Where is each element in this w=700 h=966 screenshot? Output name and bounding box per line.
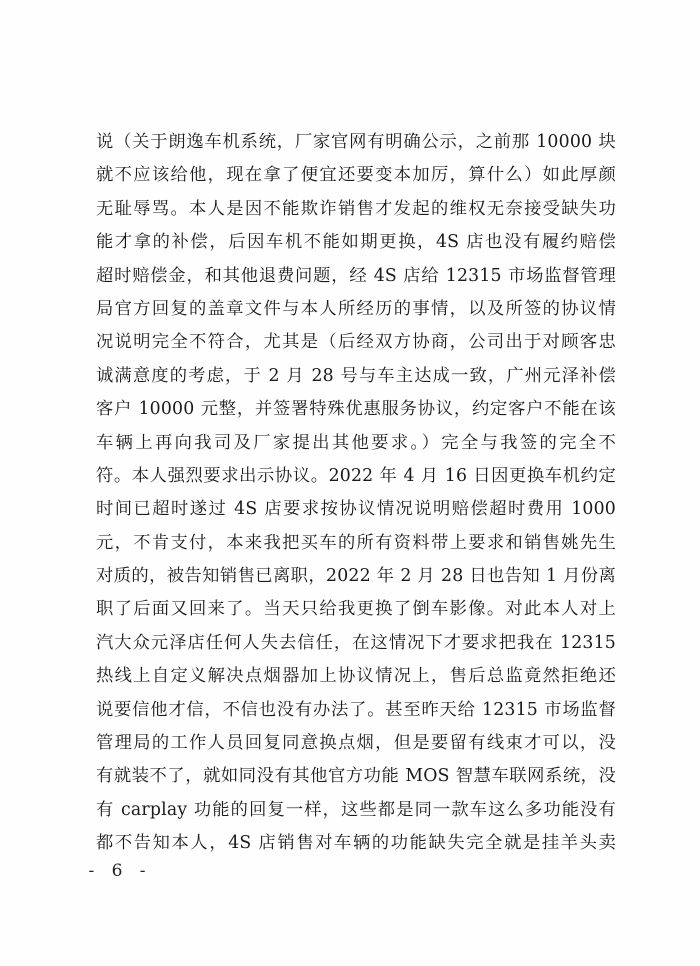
text-line-11: 符。本人强烈要求出示协议。2022 年 4 月 16 日因更换车机约定 — [96, 465, 616, 486]
text-line-16: 汽大众元泽店任何人失去信任，在这情况下才要求把我在 12315 — [96, 632, 616, 653]
text-line-12: 时间已超时遂过 4S 店要求按协议情况说明赔偿超时费用 1000 — [96, 499, 616, 520]
text-line-9: 客户 10000 元整，并签署特殊优惠服务协议，约定客户不能在该 — [96, 399, 616, 420]
body-paragraph — [96, 126, 616, 861]
text-line-8: 诚满意度的考虑，于 2 月 28 号与车主达成一致，广州元泽补偿 — [96, 365, 616, 386]
text-line-7: 况说明完全不符合，尤其是（后经双方协商，公司出于对顾客忠 — [96, 332, 616, 353]
text-line-18: 说要信他才信，不信也没有办法了。甚至昨天给 12315 市场监督 — [96, 699, 616, 720]
text-line-19: 管理局的工作人员回复同意换点烟，但是要留有线束才可以，没 — [96, 733, 616, 754]
text-line-14: 对质的，被告知销售已离职，2022 年 2 月 28 日也告知 1 月份离 — [96, 566, 616, 587]
text-line-20: 有就装不了，就如同没有其他官方功能 MOS 智慧车联网系统，没 — [96, 766, 616, 787]
text-line-2: 就不应该给他，现在拿了便宜还要变本加厉，算什么）如此厚颜 — [96, 165, 616, 186]
text-line-17: 热线上自定义解决点烟器加上协议情况上，售后总监竟然拒绝还 — [96, 666, 616, 687]
text-line-10: 车辆上再向我司及厂家提出其他要求。）完全与我签的完全不 — [96, 432, 616, 453]
text-line-21: 有 carplay 功能的回复一样，这些都是同一款车这么多功能没有 — [96, 799, 616, 820]
text-line-3: 无耻辱骂。本人是因不能欺诈销售才发起的维权无奈接受缺失功 — [96, 198, 616, 219]
text-line-15: 职了后面又回来了。当天只给我更换了倒车影像。对此本人对上 — [96, 599, 616, 620]
text-line-6: 局官方回复的盖章文件与本人所经历的事情，以及所签的协议情 — [96, 298, 616, 319]
text-line-13: 元，不肯支付，本来我把买车的所有资料带上要求和销售姚先生 — [96, 532, 616, 553]
text-line-22: 都不告知本人，4S 店销售对车辆的功能缺失完全就是挂羊头卖 — [96, 833, 616, 854]
text-line-4: 能才拿的补偿，后因车机不能如期更换，4S 店也没有履约赔偿 — [96, 232, 616, 253]
page-number: - 6 - — [88, 861, 152, 881]
text-line-5: 超时赔偿金，和其他退费问题，经 4S 店给 12315 市场监督管理 — [96, 265, 616, 286]
text-line-1: 说（关于朗逸车机系统，厂家官网有明确公示，之前那 10000 块 — [96, 132, 616, 152]
